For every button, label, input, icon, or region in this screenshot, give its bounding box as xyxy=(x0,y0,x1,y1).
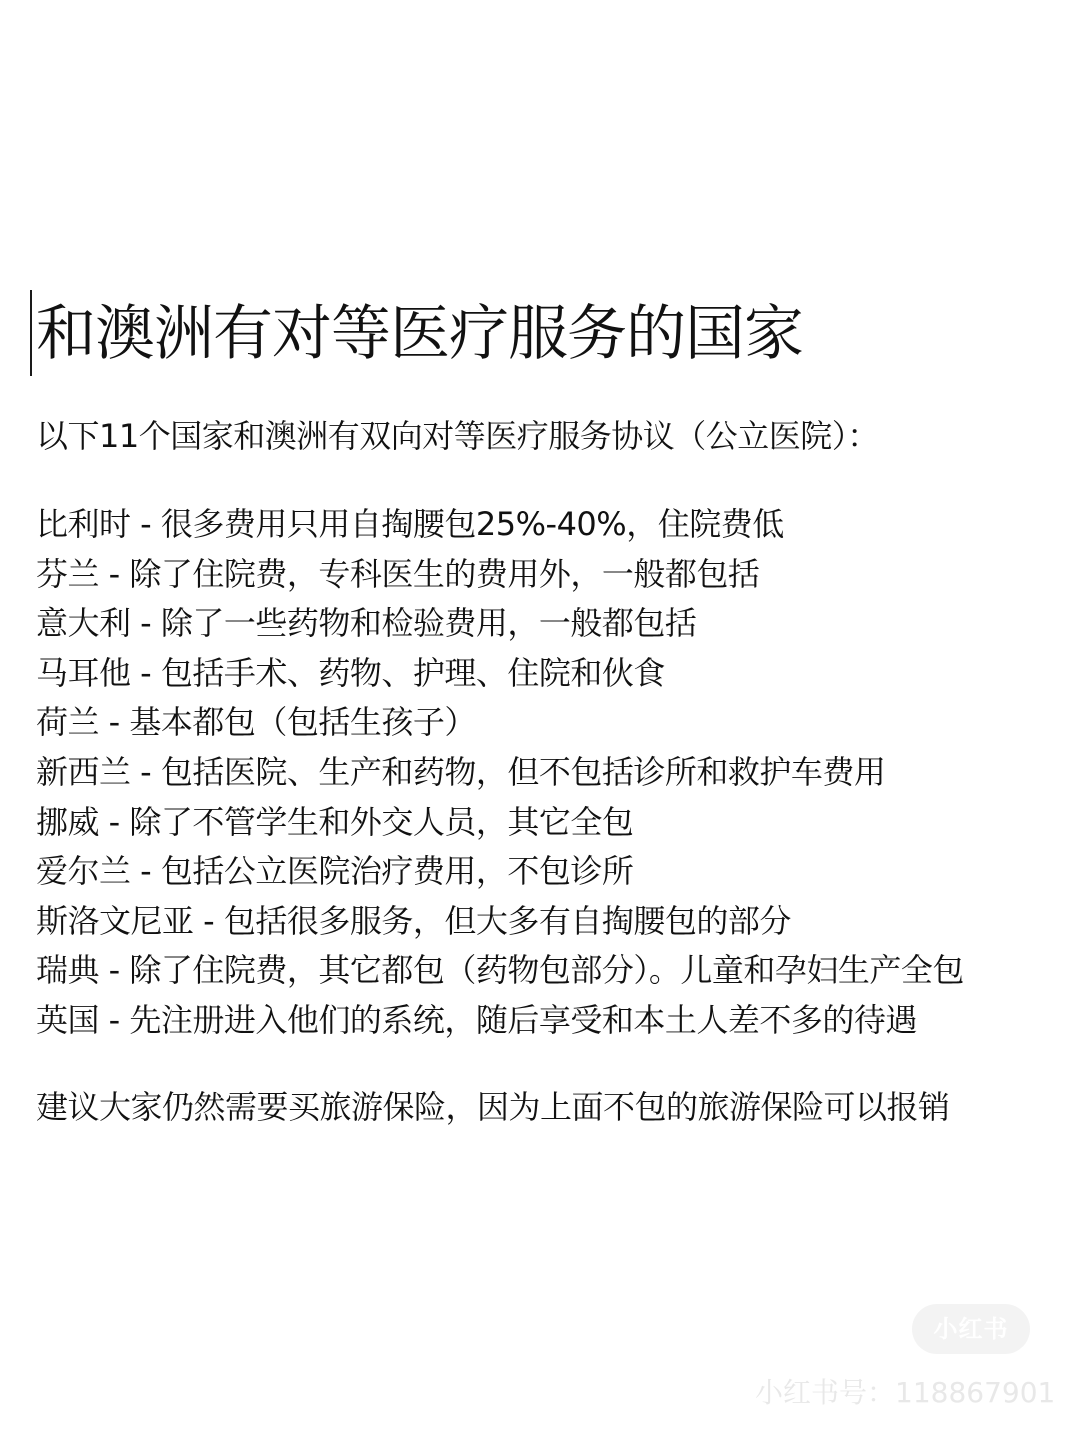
document-title: 和澳洲有对等医疗服务的国家 xyxy=(36,299,803,369)
list-item: 爱尔兰 - 包括公立医院治疗费用，不包诊所 xyxy=(36,852,634,891)
list-item: 马耳他 - 包括手术、药物、护理、住院和伙食 xyxy=(36,653,665,692)
list-item: 斯洛文尼亚 - 包括很多服务，但大多有自掏腰包的部分 xyxy=(36,901,791,940)
country-list xyxy=(36,500,964,1046)
list-item: 比利时 - 很多费用只用自掏腰包25%-40%，住院费低 xyxy=(36,505,784,543)
list-item: 瑞典 - 除了住院费，其它都包（药物包部分）。儿童和孕妇生产全包 xyxy=(36,951,964,990)
advice-note: 建议大家仍然需要买旅游保险，因为上面不包的旅游保险可以报销 xyxy=(36,1088,950,1126)
watermark-id-text: 小红书号：118867901 xyxy=(755,1376,1056,1409)
intro-paragraph: 以下11个国家和澳洲有双向对等医疗服务协议（公立医院）： xyxy=(36,417,879,455)
list-item: 新西兰 - 包括医院、生产和药物，但不包括诊所和救护车费用 xyxy=(36,752,886,791)
list-item: 芬兰 - 除了住院费，专科医生的费用外，一般都包括 xyxy=(36,554,760,593)
list-item: 英国 - 先注册进入他们的系统，随后享受和本土人差不多的待遇 xyxy=(36,1000,917,1039)
list-item: 荷兰 - 基本都包（包括生孩子） xyxy=(36,703,476,742)
watermark-logo: 小红书 xyxy=(912,1304,1030,1354)
list-item: 挪威 - 除了不管学生和外交人员，其它全包 xyxy=(36,802,634,841)
list-item: 意大利 - 除了一些药物和检验费用，一般都包括 xyxy=(36,604,697,643)
text-cursor xyxy=(30,290,32,376)
